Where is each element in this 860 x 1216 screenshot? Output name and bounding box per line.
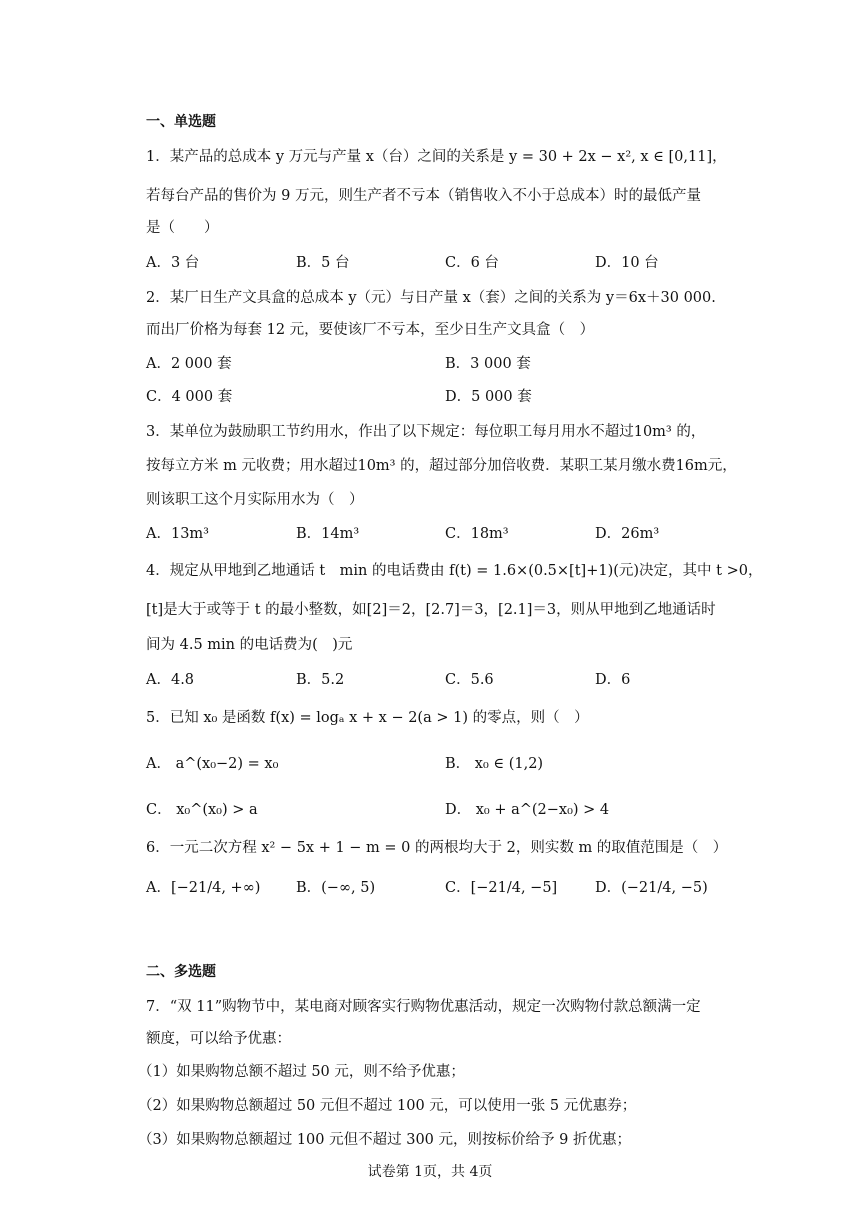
question-7-rule-2: （2）如果购物总额超过 50 元但不超过 100 元，可以使用一张 5 元优惠券；	[138, 1098, 637, 1114]
question-4-option-b[interactable]: B．5.2	[296, 672, 345, 688]
section-heading-multiple-choice: 二、多选题	[146, 964, 216, 980]
question-1-option-a[interactable]: A．3 台	[146, 255, 200, 271]
question-1-option-b[interactable]: B．5 台	[296, 255, 350, 271]
question-7-rule-1: （1）如果购物总额不超过 50 元，则不给予优惠；	[138, 1064, 465, 1080]
question-2-option-d[interactable]: D．5 000 套	[445, 389, 532, 405]
question-7-stem-line-2: 额度，可以给予优惠：	[146, 1031, 291, 1047]
question-5-option-d[interactable]: D． x₀ + a^(2−x₀) > 4	[445, 802, 610, 818]
question-2-option-c[interactable]: C．4 000 套	[146, 389, 233, 405]
question-1-stem-line-1: 1．某产品的总成本 y 万元与产量 x（台）之间的关系是 y = 30 + 2x − x², x ∈ [0,11]，	[146, 149, 727, 165]
question-6-option-a[interactable]: A．[−21/4, +∞)	[146, 880, 261, 896]
question-1-option-c[interactable]: C．6 台	[445, 255, 499, 271]
question-3-stem-line-3: 则该职工这个月实际用水为（ ）	[146, 492, 364, 508]
page-footer: 试卷第 1页，共 4页	[367, 1164, 493, 1180]
question-6-option-b[interactable]: B．(−∞, 5)	[296, 880, 376, 896]
question-4-option-d[interactable]: D．6	[595, 672, 631, 688]
question-5-stem: 5．已知 x₀ 是函数 f(x) = logₐ x + x − 2(a > 1) 的零点，则（ ）	[146, 710, 589, 726]
question-2-stem-line-1: 2．某厂日生产文具盒的总成本 y（元）与日产量 x（套）之间的关系为 y＝6x＋30 000.	[146, 290, 716, 306]
question-3-option-a[interactable]: A．13m³	[146, 526, 209, 542]
question-2-option-b[interactable]: B．3 000 套	[445, 356, 531, 372]
question-7-stem-line-1: 7．“双 11”购物节中，某电商对顾客实行购物优惠活动，规定一次购物付款总额满一定	[146, 999, 701, 1015]
question-6-stem: 6．一元二次方程 x² − 5x + 1 − m = 0 的两根均大于 2，则实数 m 的取值范围是（ ）	[146, 840, 728, 856]
question-1-option-d[interactable]: D．10 台	[595, 255, 659, 271]
question-1-stem-line-3: 是（ ）	[146, 220, 219, 236]
question-7-rule-3: （3）如果购物总额超过 100 元但不超过 300 元，则按标价给予 9 折优惠；	[138, 1132, 631, 1148]
question-2-option-a[interactable]: A．2 000 套	[146, 356, 232, 372]
question-3-option-b[interactable]: B．14m³	[296, 526, 360, 542]
question-5-option-b[interactable]: B． x₀ ∈ (1,2)	[445, 756, 544, 772]
question-4-option-c[interactable]: C．5.6	[445, 672, 494, 688]
question-1-stem-line-2: 若每台产品的售价为 9 万元，则生产者不亏本（销售收入不小于总成本）时的最低产量	[146, 188, 701, 204]
question-3-option-c[interactable]: C．18m³	[445, 526, 509, 542]
question-6-option-d[interactable]: D．(−21/4, −5)	[595, 880, 708, 896]
question-4-stem-line-2: [t]是大于或等于 t 的最小整数，如[2]＝2，[2.7]＝3，[2.1]＝3，则从甲地到乙地通话时	[146, 602, 716, 618]
question-3-stem-line-1: 3．某单位为鼓励职工节约用水，作出了以下规定：每位职工每月用水不超过10m³ 的，	[146, 424, 706, 440]
section-heading-single-choice: 一、单选题	[146, 114, 216, 130]
question-4-option-a[interactable]: A．4.8	[146, 672, 195, 688]
question-5-option-c[interactable]: C． x₀^(x₀) > a	[146, 802, 258, 818]
question-2-stem-line-2: 而出厂价格为每套 12 元，要使该厂不亏本，至少日生产文具盒（ ）	[146, 322, 595, 338]
question-3-option-d[interactable]: D．26m³	[595, 526, 660, 542]
question-4-stem-line-1: 4．规定从甲地到乙地通话 t min 的电话费由 f(t) = 1.6×(0.5×[t]+1)(元)决定，其中 t >0，	[146, 563, 763, 579]
question-6-option-c[interactable]: C．[−21/4, −5]	[445, 880, 558, 896]
question-5-option-a[interactable]: A． a^(x₀−2) = x₀	[146, 756, 279, 772]
question-3-stem-line-2: 按每立方米 m 元收费；用水超过10m³ 的，超过部分加倍收费．某职工某月缴水费16m元，	[146, 458, 737, 474]
question-4-stem-line-3: 间为 4.5 min 的电话费为( )元	[146, 637, 353, 653]
